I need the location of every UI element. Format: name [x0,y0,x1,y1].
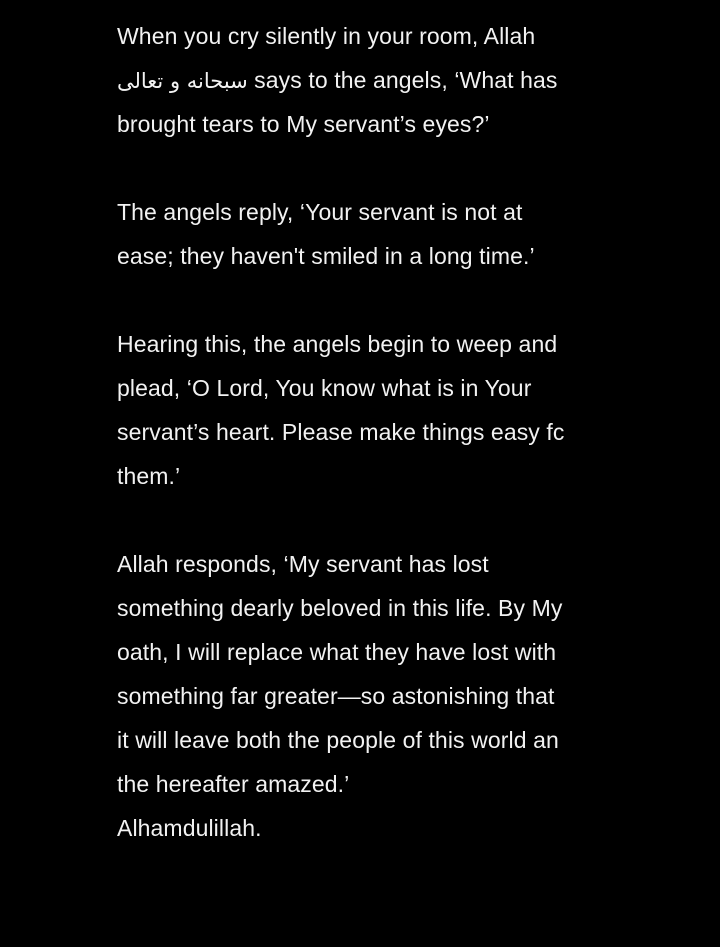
text-line-content: says to the angels, ‘What has [247,67,558,93]
paragraph-gap [117,278,603,322]
text-line: something dearly beloved in this life. By My [117,595,563,621]
text-line: Hearing this, the angels begin to weep and [117,331,558,357]
paragraph-1 [117,14,603,146]
text-line: brought tears to My servant’s eyes?’ [117,111,490,137]
paragraph-3 [117,322,603,498]
text-line: The angels reply, ‘Your servant is not at [117,199,523,225]
text-line: it will leave both the people of this world an [117,727,559,753]
paragraph-gap [117,498,603,542]
text-line: something far greater—so astonishing that [117,683,555,709]
text-line: the hereafter amazed.’ [117,771,350,797]
closing-line: Alhamdulillah. [117,815,262,841]
text-line: ease; they haven't smiled in a long time.’ [117,243,535,269]
paragraph-2 [117,190,603,278]
text-line: plead, ‘O Lord, You know what is in Your [117,375,532,401]
text-line: them.’ [117,463,181,489]
text-line: servant’s heart. Please make things easy fc [117,419,565,445]
arabic-honorific: سبحانه و تعالى [117,69,248,93]
text-line: Allah responds, ‘My servant has lost [117,551,489,577]
text-line [117,58,603,102]
text-line: When you cry silently in your room, Allah [117,23,536,49]
quote-text-column [117,14,603,854]
paragraph-4 [117,542,603,850]
paragraph-gap [117,146,603,190]
text-line: oath, I will replace what they have lost with [117,639,557,665]
